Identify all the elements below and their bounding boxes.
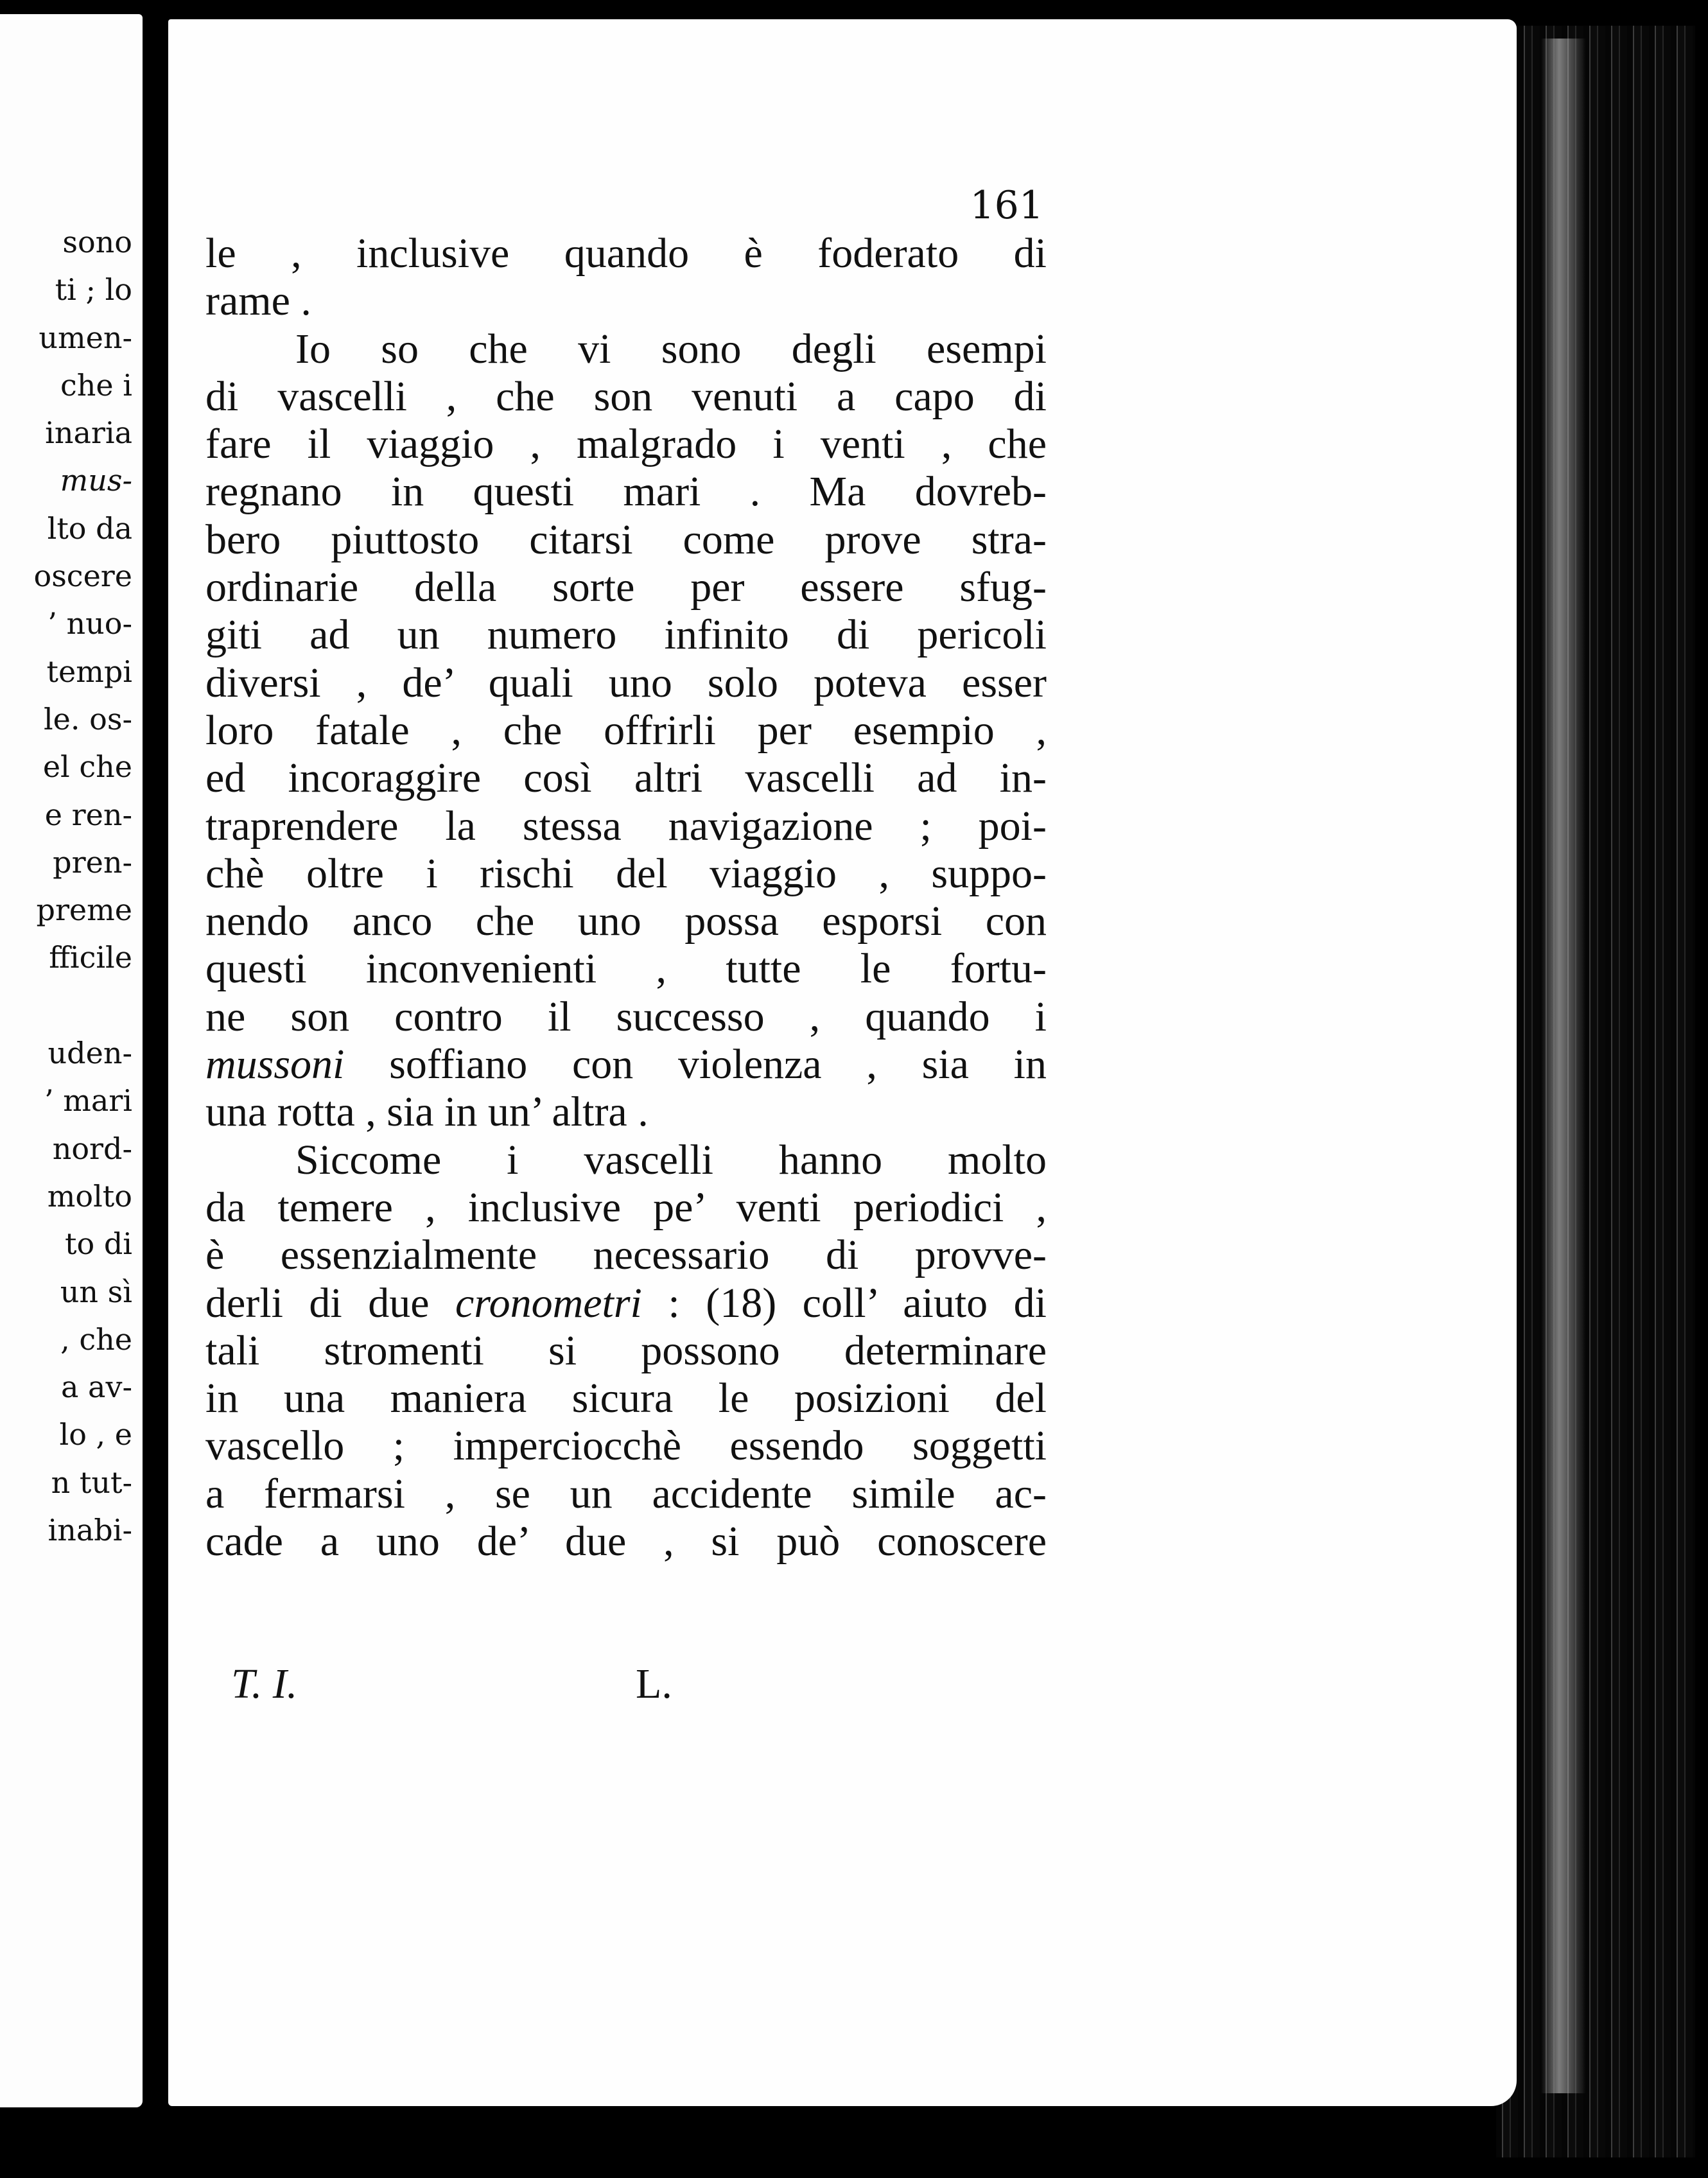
text-line: in una maniera sicura le posizioni del (205, 1375, 1047, 1422)
text-line: bero piuttosto citarsi come prove stra- (205, 516, 1047, 563)
text-line: ed incoraggire così altri vascelli ad in- (205, 754, 1047, 802)
text-line: a fermarsi , se un accidente simile ac- (205, 1470, 1047, 1517)
book-gutter (143, 0, 168, 2178)
italic-term: mussoni (205, 1041, 345, 1088)
text-line: di vascelli , che son venuti a capo di (205, 372, 1047, 420)
text-span: soffiano con violenza , sia in (344, 1041, 1047, 1088)
left-line: ’ mari (44, 1083, 132, 1119)
left-line: , che (60, 1321, 132, 1357)
left-line (0, 982, 132, 1029)
left-line: el che (42, 749, 132, 785)
left-line: umen- (39, 320, 132, 355)
text-line: Io so che vi sono degli esempi (295, 325, 1047, 372)
left-line: inabi- (48, 1513, 132, 1548)
left-line: mus- (60, 463, 132, 498)
text-line: ordinarie della sorte per essere sfug- (205, 564, 1047, 611)
text-line: tali stromenti si possono determinare (205, 1327, 1047, 1374)
left-line: lo , e (59, 1417, 132, 1452)
text-line: una rotta , sia in un’ altra . (205, 1088, 649, 1136)
text-span: : (18) coll’ aiuto di (641, 1279, 1047, 1327)
text-line: regnano in questi mari . Ma dovreb- (205, 468, 1047, 516)
text-line (205, 1280, 1047, 1327)
text-line: nendo anco che uno possa esporsi con (205, 898, 1047, 945)
text-line: loro fatale , che offrirli per esempio , (205, 706, 1047, 754)
volume-mark: T. I. (231, 1660, 298, 1707)
left-line: to di (65, 1226, 132, 1262)
left-line: fficile (49, 940, 132, 975)
left-line: tempi (46, 654, 132, 689)
text-line: questi inconvenienti , tutte le fortu- (205, 945, 1047, 993)
left-line: le. os- (43, 701, 132, 736)
text-line: cade a uno de’ due , si può conoscere (205, 1518, 1047, 1565)
italic-term: cronometri (455, 1279, 642, 1327)
signature-mark: L. (636, 1660, 672, 1707)
left-line: molto (47, 1178, 132, 1214)
text-line: ne son contro il successo , quando i (205, 993, 1047, 1040)
text-line: rame . (205, 277, 311, 325)
left-line: un sì (60, 1274, 132, 1309)
left-line: lto da (47, 510, 132, 546)
left-line: e ren- (44, 797, 132, 832)
left-line: inaria (45, 415, 132, 451)
left-page-text (0, 218, 132, 1554)
text-line: chè oltre i rischi del viaggio , suppo- (205, 849, 1047, 897)
left-line: sono (62, 225, 132, 259)
text-line: vascello ; imperciocchè essendo soggetti (205, 1422, 1047, 1470)
left-line: che i (60, 367, 132, 403)
text-line: le , inclusive quando è foderato di (205, 230, 1047, 277)
left-line: pren- (53, 844, 132, 880)
text-line (205, 1041, 1047, 1088)
left-line: nord- (52, 1131, 132, 1166)
text-line: da temere , inclusive pe’ venti periodici , (205, 1183, 1047, 1231)
text-line: traprendere la stessa navigazione ; poi- (205, 802, 1047, 849)
page-footer (231, 1660, 745, 1711)
text-line: diversi , de’ quali uno solo poteva esser (205, 659, 1047, 706)
left-line: ’ nuo- (48, 606, 132, 641)
page-number: 161 (970, 183, 1043, 228)
left-line: preme (36, 893, 132, 928)
text-line: è essenzialmente necessario di provve- (205, 1232, 1047, 1279)
left-page-fragment (0, 14, 143, 2107)
text-line: giti ad un numero infinito di pericoli (205, 611, 1047, 659)
book-fore-edge (1496, 26, 1695, 2157)
page-body-text (205, 230, 1047, 1565)
left-line: oscere (33, 559, 132, 594)
text-line: fare il viaggio , malgrado i venti , che (205, 421, 1047, 468)
left-line: ti ; lo (55, 272, 132, 308)
fore-edge-highlight (1541, 39, 1586, 2093)
left-line: n tut- (51, 1465, 132, 1500)
text-line: Siccome i vascelli hanno molto (295, 1136, 1047, 1183)
left-line: a av- (60, 1370, 132, 1405)
left-line: uden- (48, 1036, 132, 1071)
text-span: derli di due (205, 1279, 456, 1327)
